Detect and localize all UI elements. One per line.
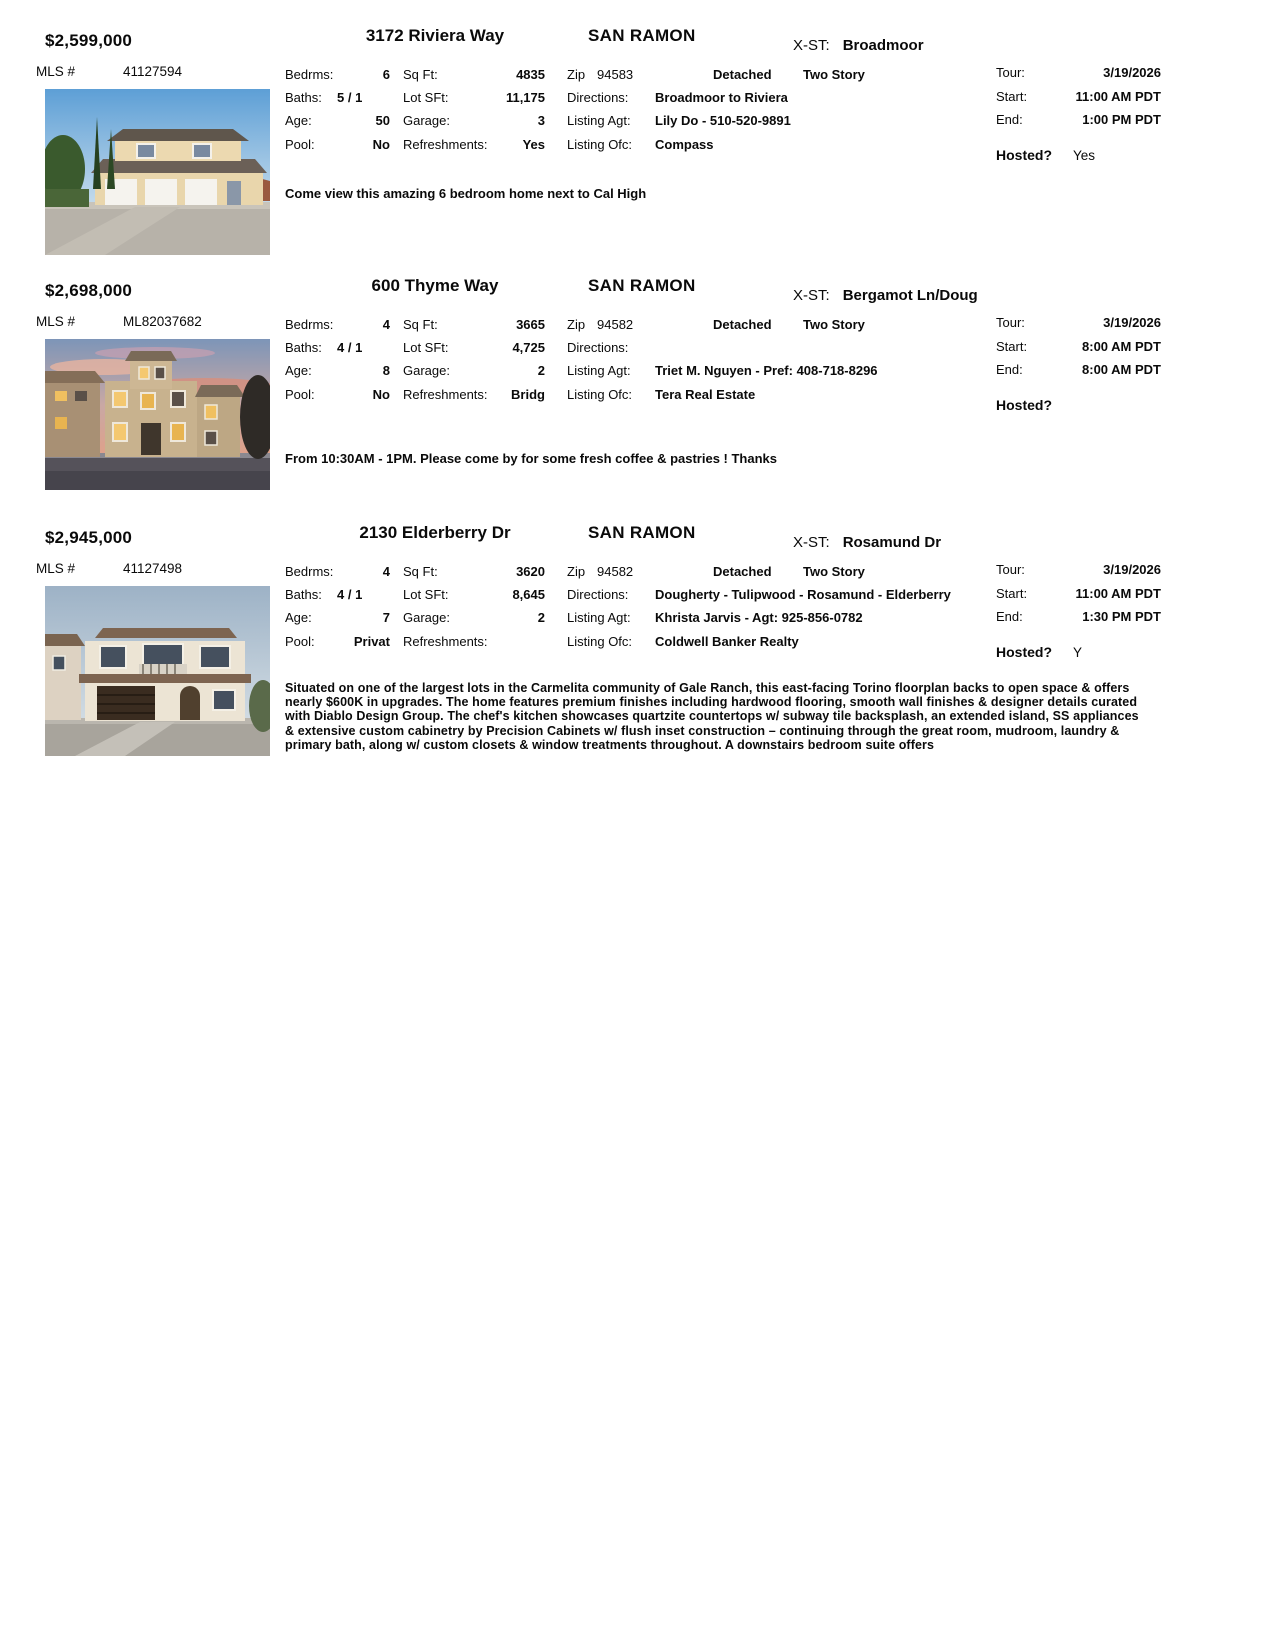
bedrooms-label: Bedrms:: [285, 564, 334, 579]
mls-label: MLS #: [36, 314, 76, 329]
zip-value: 94582: [597, 317, 634, 332]
cross-street-value: Broadmoor: [842, 37, 924, 54]
baths-label: Baths:: [285, 340, 322, 355]
mls-number: 41127498: [123, 561, 183, 576]
lot-label: Lot SFt:: [403, 587, 449, 602]
baths-label: Baths:: [285, 587, 322, 602]
directions-label: Directions:: [567, 587, 629, 602]
listing-office-label: Listing Ofc:: [567, 387, 633, 402]
refreshments-label: Refreshments:: [403, 137, 488, 152]
cross-street-label: X-ST:: [793, 534, 830, 551]
zip-value: 94583: [597, 67, 634, 82]
pool-label: Pool:: [285, 387, 315, 402]
stories-type: Two Story: [803, 564, 865, 579]
garage-value: 2: [537, 363, 545, 378]
garage-label: Garage:: [403, 113, 450, 128]
listing-card: [0, 517, 1275, 797]
refreshments-label: Refreshments:: [403, 634, 488, 649]
refreshments-value: Yes: [522, 137, 545, 152]
end-time: 8:00 AM PDT: [1082, 362, 1161, 377]
cross-street-row: [793, 287, 978, 304]
garage-value: 2: [537, 610, 545, 625]
listing-price: $2,599,000: [45, 31, 133, 50]
listing-card: [0, 270, 1275, 502]
directions-value: Dougherty - Tulipwood - Rosamund - Elderberry: [655, 587, 951, 602]
hosted-label: Hosted?: [996, 397, 1052, 413]
bedrooms-label: Bedrms:: [285, 317, 334, 332]
mls-number: ML82037682: [123, 314, 202, 329]
listing-agent-value: Lily Do - 510-520-9891: [655, 113, 791, 128]
listing-city: SAN RAMON: [588, 523, 696, 542]
bedrooms-value: 4: [382, 564, 390, 579]
tour-label: Tour:: [996, 65, 1025, 80]
listing-photo: [45, 89, 270, 255]
listing-agent-label: Listing Agt:: [567, 610, 631, 625]
listing-office-value: Tera Real Estate: [655, 387, 756, 402]
tour-label: Tour:: [996, 562, 1025, 577]
sqft-value: 4835: [516, 67, 545, 82]
house-photo-illustration: [45, 586, 270, 756]
dwelling-type: Detached: [713, 317, 772, 332]
garage-value: 3: [537, 113, 545, 128]
dwelling-type: Detached: [713, 67, 772, 82]
end-time: 1:30 PM PDT: [1082, 609, 1161, 624]
baths-label: Baths:: [285, 90, 322, 105]
lot-value: 11,175: [505, 90, 545, 105]
sqft-label: Sq Ft:: [403, 564, 438, 579]
sqft-label: Sq Ft:: [403, 67, 438, 82]
start-label: Start:: [996, 339, 1028, 354]
zip-label: Zip: [567, 564, 586, 579]
lot-value: 4,725: [512, 340, 545, 355]
cross-street-row: [793, 534, 941, 551]
start-time: 11:00 AM PDT: [1075, 89, 1161, 104]
zip-value: 94582: [597, 564, 634, 579]
cross-street-value: Bergamot Ln/Doug: [842, 287, 978, 304]
house-photo-illustration: [45, 89, 270, 255]
bedrooms-value: 4: [382, 317, 390, 332]
pool-value: No: [372, 137, 390, 152]
start-time: 11:00 AM PDT: [1075, 586, 1161, 601]
age-label: Age:: [285, 363, 312, 378]
tour-label: Tour:: [996, 315, 1025, 330]
cross-street-row: [793, 37, 924, 54]
hosted-value: Yes: [1073, 148, 1096, 163]
listing-photo: [45, 586, 270, 756]
end-label: End:: [996, 112, 1023, 127]
end-time: 1:00 PM PDT: [1082, 112, 1161, 127]
listing-office-value: Compass: [655, 137, 714, 152]
baths-value: 5 / 1: [337, 90, 363, 105]
refreshments-value: Bridg: [511, 387, 545, 402]
hosted-label: Hosted?: [996, 644, 1052, 660]
end-label: End:: [996, 362, 1023, 377]
tour-date: 3/19/2026: [1103, 562, 1161, 577]
directions-value: Broadmoor to Riviera: [655, 90, 788, 105]
directions-label: Directions:: [567, 340, 629, 355]
listing-card: [0, 20, 1275, 260]
listing-agent-value: Khrista Jarvis - Agt: 925-856-0782: [655, 610, 863, 625]
end-label: End:: [996, 609, 1023, 624]
listing-office-value: Coldwell Banker Realty: [655, 634, 799, 649]
house-photo-illustration: [45, 339, 270, 490]
hosted-value: Y: [1073, 645, 1083, 660]
stories-type: Two Story: [803, 317, 865, 332]
listing-description: From 10:30AM - 1PM. Please come by for some fresh coffee & pastries ! Thanks: [285, 451, 777, 466]
refreshments-label: Refreshments:: [403, 387, 488, 402]
pool-value: No: [372, 387, 390, 402]
baths-value: 4 / 1: [337, 587, 363, 602]
pool-label: Pool:: [285, 137, 315, 152]
listing-address: 3172 Riviera Way: [365, 26, 505, 45]
cross-street-label: X-ST:: [793, 37, 830, 54]
listing-price: $2,698,000: [45, 281, 133, 300]
age-label: Age:: [285, 113, 312, 128]
lot-label: Lot SFt:: [403, 340, 449, 355]
sqft-value: 3620: [516, 564, 545, 579]
age-value: 8: [382, 363, 390, 378]
listing-description: Come view this amazing 6 bedroom home next to Cal High: [285, 186, 647, 201]
age-value: 50: [375, 113, 390, 128]
listing-address: 2130 Elderberry Dr: [359, 523, 511, 542]
age-label: Age:: [285, 610, 312, 625]
mls-label: MLS #: [36, 561, 76, 576]
pool-value: Privat: [353, 634, 390, 649]
sqft-value: 3665: [516, 317, 545, 332]
start-label: Start:: [996, 89, 1028, 104]
lot-value: 8,645: [512, 587, 545, 602]
mls-number: 41127594: [123, 64, 183, 79]
listing-agent-label: Listing Agt:: [567, 363, 631, 378]
tour-date: 3/19/2026: [1103, 65, 1161, 80]
hosted-label: Hosted?: [996, 147, 1052, 163]
directions-label: Directions:: [567, 90, 629, 105]
age-value: 7: [382, 610, 390, 625]
garage-label: Garage:: [403, 610, 450, 625]
zip-label: Zip: [567, 67, 586, 82]
baths-value: 4 / 1: [337, 340, 363, 355]
zip-label: Zip: [567, 317, 586, 332]
bedrooms-value: 6: [382, 67, 390, 82]
start-label: Start:: [996, 586, 1028, 601]
cross-street-label: X-ST:: [793, 287, 830, 304]
bedrooms-label: Bedrms:: [285, 67, 334, 82]
listing-address: 600 Thyme Way: [371, 276, 499, 295]
listing-city: SAN RAMON: [588, 26, 696, 45]
tour-date: 3/19/2026: [1103, 315, 1161, 330]
listing-office-label: Listing Ofc:: [567, 137, 633, 152]
listing-agent-label: Listing Agt:: [567, 113, 631, 128]
start-time: 8:00 AM PDT: [1082, 339, 1161, 354]
listing-photo: [45, 339, 270, 490]
listing-city: SAN RAMON: [588, 276, 696, 295]
garage-label: Garage:: [403, 363, 450, 378]
sqft-label: Sq Ft:: [403, 317, 438, 332]
listing-description: Situated on one of the largest lots in the Carmelita community of Gale Ranch, this east-facing Torino floorplan backs to open space & offers nearly $600K in upgrades. The home features premium finishes including hardwood flooring, smooth wall finishes & designer details curated with Diablo Design Group. The chef's kitchen showcases quartzite countertops w/ subway tile backsplash, an extended island, SS appliances & extensive custom cabinetry by Precision Cabinets w/ flush inset construction – continuing through the great room, mudroom, laundry & primary bath, along w/ custom closets & window treatments throughout. A downstairs bedroom suite offers: [285, 681, 1139, 752]
lot-label: Lot SFt:: [403, 90, 449, 105]
listing-agent-value: Triet M. Nguyen - Pref: 408-718-8296: [655, 363, 878, 378]
listing-office-label: Listing Ofc:: [567, 634, 633, 649]
listing-price: $2,945,000: [45, 528, 133, 547]
dwelling-type: Detached: [713, 564, 772, 579]
cross-street-value: Rosamund Dr: [842, 534, 942, 551]
mls-label: MLS #: [36, 64, 76, 79]
stories-type: Two Story: [803, 67, 865, 82]
pool-label: Pool:: [285, 634, 315, 649]
